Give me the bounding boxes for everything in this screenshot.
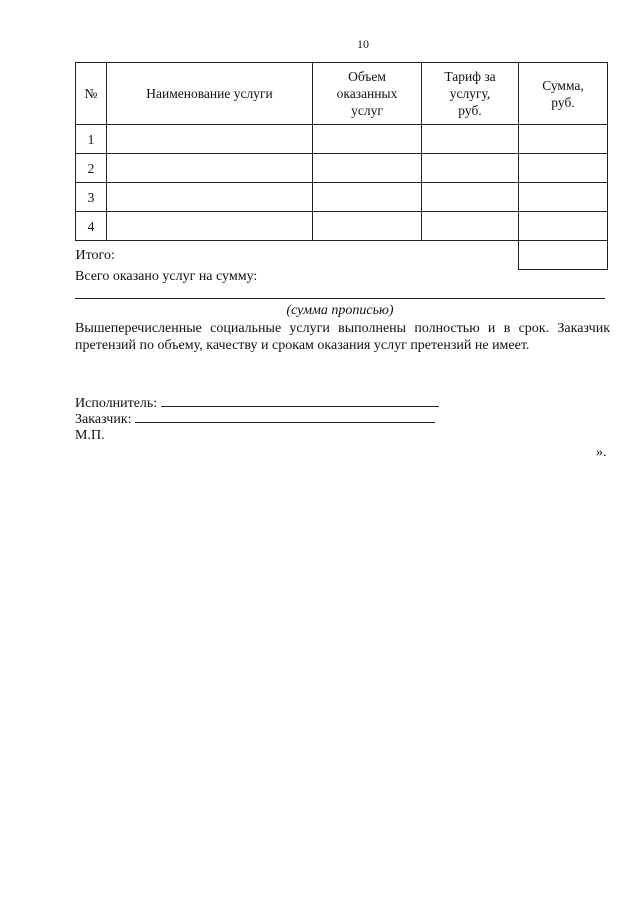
- header-sum-line1: Сумма,: [542, 77, 584, 93]
- cell-service-name[interactable]: [107, 154, 313, 183]
- cell-volume[interactable]: [313, 154, 422, 183]
- header-volume: [313, 63, 422, 125]
- table-row: [76, 154, 608, 183]
- table-total-row: [76, 241, 608, 270]
- header-tariff-line1: Тариф за: [444, 69, 496, 84]
- sum-in-words-caption: (сумма прописью): [286, 303, 394, 318]
- table-row: [76, 125, 608, 154]
- table-row: [76, 183, 608, 212]
- cell-tariff[interactable]: [422, 154, 519, 183]
- table-row: [76, 212, 608, 241]
- cell-volume[interactable]: [313, 125, 422, 154]
- cell-tariff[interactable]: [422, 183, 519, 212]
- sum-in-words-line[interactable]: [75, 298, 605, 299]
- customer-label: Заказчик:: [75, 412, 132, 427]
- cell-sum[interactable]: [519, 125, 608, 154]
- header-number: №: [76, 63, 107, 125]
- total-services-label: Всего оказано услуг на сумму:: [75, 269, 258, 284]
- cell-service-name[interactable]: [107, 212, 313, 241]
- customer-signature-line[interactable]: [135, 410, 435, 423]
- header-volume-line2: оказанных: [336, 86, 398, 101]
- cell-sum[interactable]: [519, 183, 608, 212]
- header-service-name: Наименование услуги: [107, 63, 313, 125]
- header-sum-line2: руб.: [551, 94, 575, 110]
- cell-tariff[interactable]: [422, 212, 519, 241]
- row-number: 3: [76, 183, 107, 212]
- row-number: 1: [76, 125, 107, 154]
- header-volume-line3: услуг: [351, 103, 383, 118]
- services-table: [75, 62, 608, 270]
- row-number: 2: [76, 154, 107, 183]
- statement-paragraph: Вышеперечисленные социальные услуги выполнены полностью и в срок. Заказчик претензий по объему, качеству и срокам оказания услуг претензий не имеет.: [75, 321, 610, 353]
- cell-sum[interactable]: [519, 154, 608, 183]
- cell-volume[interactable]: [313, 183, 422, 212]
- total-label: Итого:: [75, 248, 115, 264]
- cell-service-name[interactable]: [107, 183, 313, 212]
- header-tariff-line2: услугу,: [449, 86, 491, 101]
- closing-quote: ».: [596, 445, 607, 460]
- page-number: 10: [357, 37, 369, 51]
- header-tariff-line3: руб.: [458, 103, 482, 118]
- customer-row: [75, 410, 435, 428]
- cell-volume[interactable]: [313, 212, 422, 241]
- header-sum: [519, 63, 608, 125]
- header-tariff: [422, 63, 519, 125]
- table-header-row: [76, 63, 608, 125]
- cell-tariff[interactable]: [422, 125, 519, 154]
- cell-total-sum[interactable]: [519, 241, 608, 270]
- header-volume-line1: Объем: [348, 69, 386, 84]
- executor-signature-line[interactable]: [161, 394, 439, 407]
- executor-label: Исполнитель:: [75, 396, 158, 411]
- cell-service-name[interactable]: [107, 125, 313, 154]
- cell-sum[interactable]: [519, 212, 608, 241]
- row-number: 4: [76, 212, 107, 241]
- seal-label: М.П.: [75, 428, 105, 443]
